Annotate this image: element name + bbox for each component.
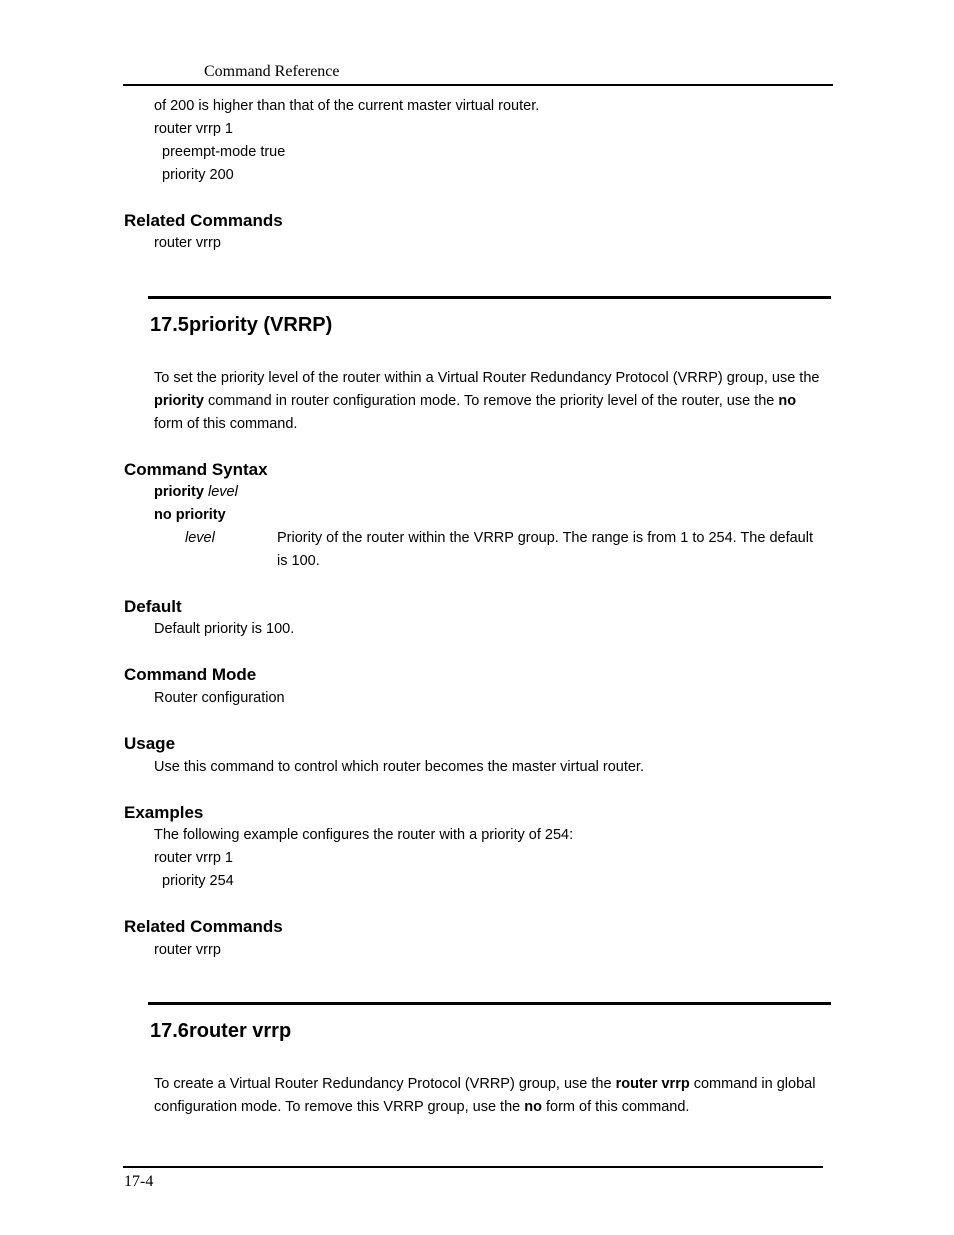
related-command: router vrrp xyxy=(154,942,221,958)
section-name: priority (VRRP) xyxy=(188,314,333,336)
examples-text: The following example configures the router with a priority of 254: xyxy=(154,827,574,843)
intro-line xyxy=(154,1096,689,1119)
keyword: priority xyxy=(154,393,204,409)
keyword: no xyxy=(778,393,797,409)
keyword: no xyxy=(524,1099,542,1115)
section-number: 17.6 xyxy=(150,1020,189,1042)
related-commands-heading: Related Commands xyxy=(124,211,283,230)
section-name: router vrrp xyxy=(188,1020,292,1042)
section-rule xyxy=(148,1002,831,1005)
intro-line xyxy=(154,1073,815,1096)
code-line: router vrrp 1 xyxy=(154,850,233,866)
keyword: router vrrp xyxy=(615,1076,690,1092)
intro-line: form of this command. xyxy=(154,416,298,432)
command-mode-heading: Command Mode xyxy=(124,665,257,684)
examples-heading: Examples xyxy=(124,803,204,822)
code-line: priority 254 xyxy=(162,873,234,889)
intro-text: command in router configuration mode. To remove the priority level of the router, use the xyxy=(203,393,779,409)
usage-heading: Usage xyxy=(124,734,176,753)
default-text: Default priority is 100. xyxy=(154,621,295,637)
intro-text: To create a Virtual Router Redundancy Protocol (VRRP) group, use the xyxy=(154,1076,616,1092)
code-line: router vrrp 1 xyxy=(154,121,233,137)
param-description: is 100. xyxy=(277,553,320,569)
code-line: priority 200 xyxy=(162,167,234,183)
usage-text: Use this command to control which router becomes the master virtual router. xyxy=(154,759,644,775)
syntax-command: priority xyxy=(154,484,204,500)
intro-text: form of this command. xyxy=(541,1099,690,1115)
syntax-no: no priority xyxy=(154,507,226,523)
default-heading: Default xyxy=(124,597,182,616)
section-title xyxy=(150,1018,291,1044)
intro-text: command in global xyxy=(689,1076,816,1092)
syntax-argument: level xyxy=(207,484,238,500)
running-header: Command Reference xyxy=(204,63,340,80)
section-title xyxy=(150,312,332,338)
code-line: preempt-mode true xyxy=(162,144,286,160)
intro-line: To set the priority level of the router within a Virtual Router Redundancy Protocol (VRRP) group, use the xyxy=(154,370,820,386)
continued-text: of 200 is higher than that of the current master virtual router. xyxy=(154,98,540,114)
syntax-line xyxy=(154,481,238,504)
section-number: 17.5 xyxy=(150,314,189,336)
section-rule xyxy=(148,296,831,299)
param-description: Priority of the router within the VRRP group. The range is from 1 to 254. The default xyxy=(277,530,813,546)
footer-rule xyxy=(123,1166,823,1168)
command-syntax-heading: Command Syntax xyxy=(124,460,268,479)
related-commands-heading: Related Commands xyxy=(124,917,283,936)
intro-line xyxy=(154,390,796,413)
header-rule xyxy=(123,84,833,86)
page-number: 17-4 xyxy=(124,1173,154,1190)
related-command: router vrrp xyxy=(154,235,221,251)
param-name: level xyxy=(185,530,215,546)
intro-text: configuration mode. To remove this VRRP group, use the xyxy=(154,1099,525,1115)
command-mode-text: Router configuration xyxy=(154,690,285,706)
